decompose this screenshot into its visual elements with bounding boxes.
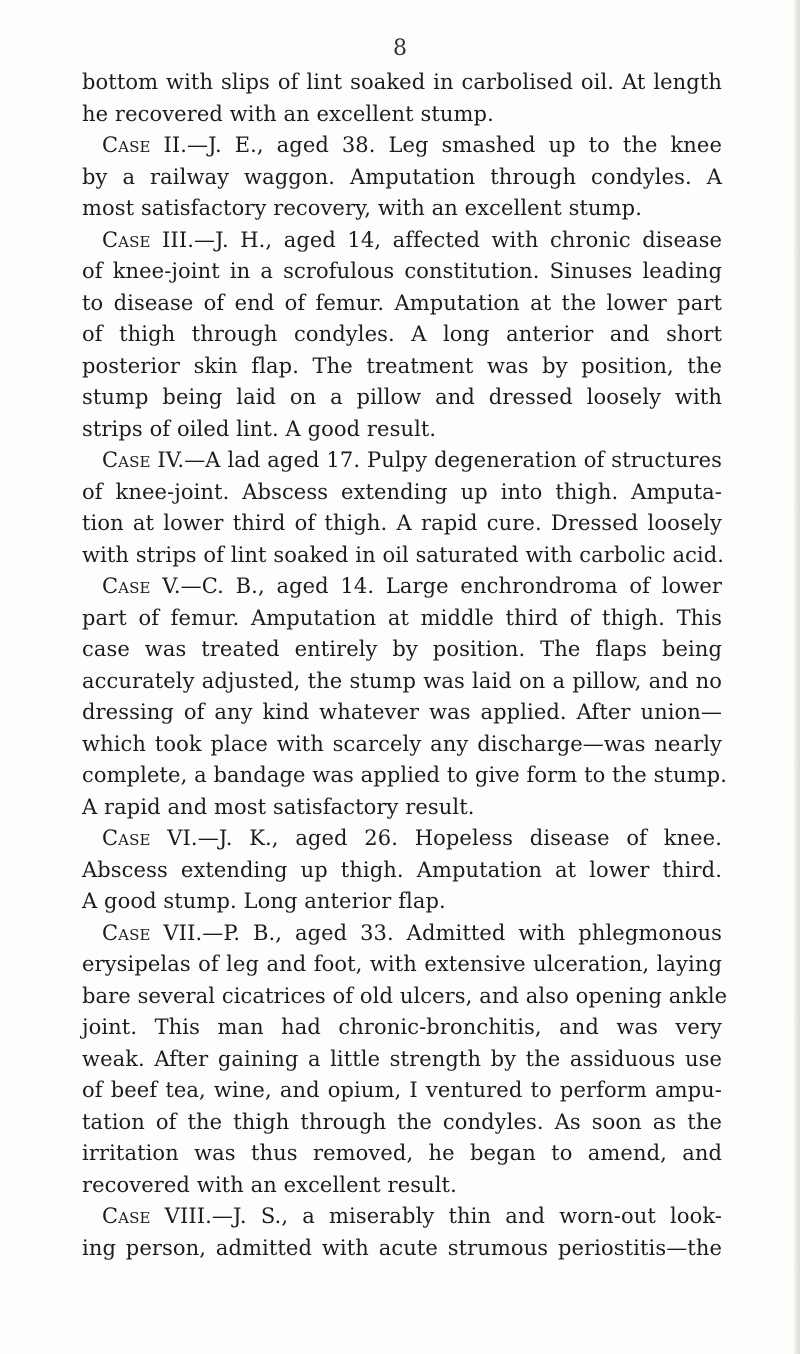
text-line <box>82 1012 722 1044</box>
text-line <box>82 981 728 1013</box>
text-line <box>82 949 722 981</box>
line-text: tion at lower third of thigh. A rapid cure. Dressed loosely <box>82 511 722 535</box>
case-label: Case VIII. <box>102 1204 212 1228</box>
line-text: he recovered with an excellent stump. <box>82 101 494 126</box>
text-line <box>82 1107 722 1139</box>
line-text: of knee-joint in a scrofulous constitution. Sinuses leading <box>82 259 722 283</box>
line-text: with strips of lint soaked in oil saturated with carbolic acid. <box>82 542 725 567</box>
line-text: of beef tea, wine, and opium, I ventured to perform ampu- <box>82 1078 722 1102</box>
line-text: A good stump. Long anterior flap. <box>82 889 446 913</box>
page-edge-shadow <box>794 0 800 1354</box>
text-line <box>82 855 722 887</box>
line-text: —J. K., aged 26. Hopeless disease of knee. <box>197 826 722 850</box>
case-label: Case II. <box>102 133 188 157</box>
body-text <box>82 67 728 1264</box>
text-line <box>82 351 722 383</box>
text-line <box>82 697 722 729</box>
line-text: —P. B., aged 33. Admitted with phlegmonous <box>202 920 722 945</box>
line-text: bottom with slips of lint soaked in carbolised oil. At length <box>82 70 722 94</box>
text-line <box>82 256 722 288</box>
case-label: Case IV. <box>102 448 185 472</box>
line-text: erysipelas of leg and foot, with extensive ulceration, laying <box>82 952 722 976</box>
line-text: to disease of end of femur. Amputation at the lower part <box>82 290 722 315</box>
line-text: A rapid and most satisfactory result. <box>82 794 475 819</box>
case-label: Case VII. <box>102 920 203 945</box>
line-text: recovered with an excellent result. <box>82 1172 457 1197</box>
line-text: posterior skin flap. The treatment was by position, the <box>82 353 722 378</box>
text-line <box>82 1201 722 1233</box>
text-line <box>82 414 722 446</box>
line-text: complete, a bandage was applied to give form to the stump. <box>82 763 727 787</box>
line-text: Abscess extending up thigh. Amputation at lower third. <box>82 857 722 882</box>
text-line <box>82 193 722 225</box>
text-line <box>82 603 722 635</box>
line-text: —J. H., aged 14, affected with chronic disease <box>193 227 722 252</box>
line-text: dressing of any kind whatever was applied. After union— <box>82 700 722 724</box>
text-line <box>82 162 722 194</box>
text-line <box>82 540 725 572</box>
line-text: —A lad aged 17. Pulpy degeneration of structures <box>184 448 722 472</box>
line-text: ing person, admitted with acute strumous periostitis—the <box>82 1235 722 1260</box>
line-text: —J. S., a miserably thin and worn-out look- <box>211 1204 722 1228</box>
line-text: of thigh through condyles. A long anterior and short <box>82 322 722 346</box>
line-text: —C. B., aged 14. Large enchrondroma of lower <box>180 574 722 598</box>
text-line <box>82 792 722 824</box>
case-label: Case V. <box>102 574 181 598</box>
text-line <box>82 729 722 761</box>
line-text: tation of the thigh through the condyles. As soon as the <box>82 1109 722 1134</box>
line-text: part of femur. Amputation at middle third of thigh. This <box>82 605 722 630</box>
text-line <box>82 823 722 855</box>
page-number: 8 <box>393 36 407 61</box>
text-line <box>82 760 727 792</box>
text-line <box>82 130 722 162</box>
text-line <box>82 1170 722 1202</box>
text-line <box>82 225 722 257</box>
line-text: of knee-joint. Abscess extending up into thigh. Amputa- <box>82 479 722 504</box>
line-text: case was treated entirely by position. The flaps being <box>82 637 722 661</box>
line-text: accurately adjusted, the stump was laid on a pillow, and no <box>82 668 722 693</box>
text-line <box>82 508 722 540</box>
line-text: bare several cicatrices of old ulcers, and also opening ankle <box>82 983 728 1008</box>
text-line <box>82 477 722 509</box>
text-line <box>82 886 722 918</box>
text-line <box>82 319 722 351</box>
case-label: Case III. <box>102 227 194 252</box>
line-text: stump being laid on a pillow and dressed loosely with <box>82 385 722 409</box>
line-text: irritation was thus removed, he began to amend, and <box>82 1141 722 1165</box>
text-line <box>82 666 722 698</box>
text-line <box>82 445 722 477</box>
text-line <box>82 1075 722 1107</box>
text-line <box>82 634 722 666</box>
text-line <box>82 571 722 603</box>
text-line <box>82 918 722 950</box>
text-line <box>82 1044 722 1076</box>
text-line <box>82 99 722 131</box>
line-text: weak. After gaining a little strength by the assiduous use <box>82 1046 722 1071</box>
text-line <box>82 1138 722 1170</box>
text-line <box>82 1233 722 1265</box>
line-text: most satisfactory recovery, with an excellent stump. <box>82 196 642 220</box>
line-text: strips of oiled lint. A good result. <box>82 416 437 441</box>
line-text: —J. E., aged 38. Leg smashed up to the knee <box>187 133 722 157</box>
line-text: which took place with scarcely any discharge—was nearly <box>82 731 722 756</box>
text-line <box>82 382 722 414</box>
text-line <box>82 67 722 99</box>
case-label: Case VI. <box>102 826 198 850</box>
text-line <box>82 288 722 320</box>
line-text: joint. This man had chronic-bronchitis, and was very <box>82 1015 722 1039</box>
line-text: by a railway waggon. Amputation through condyles. A <box>82 164 722 189</box>
